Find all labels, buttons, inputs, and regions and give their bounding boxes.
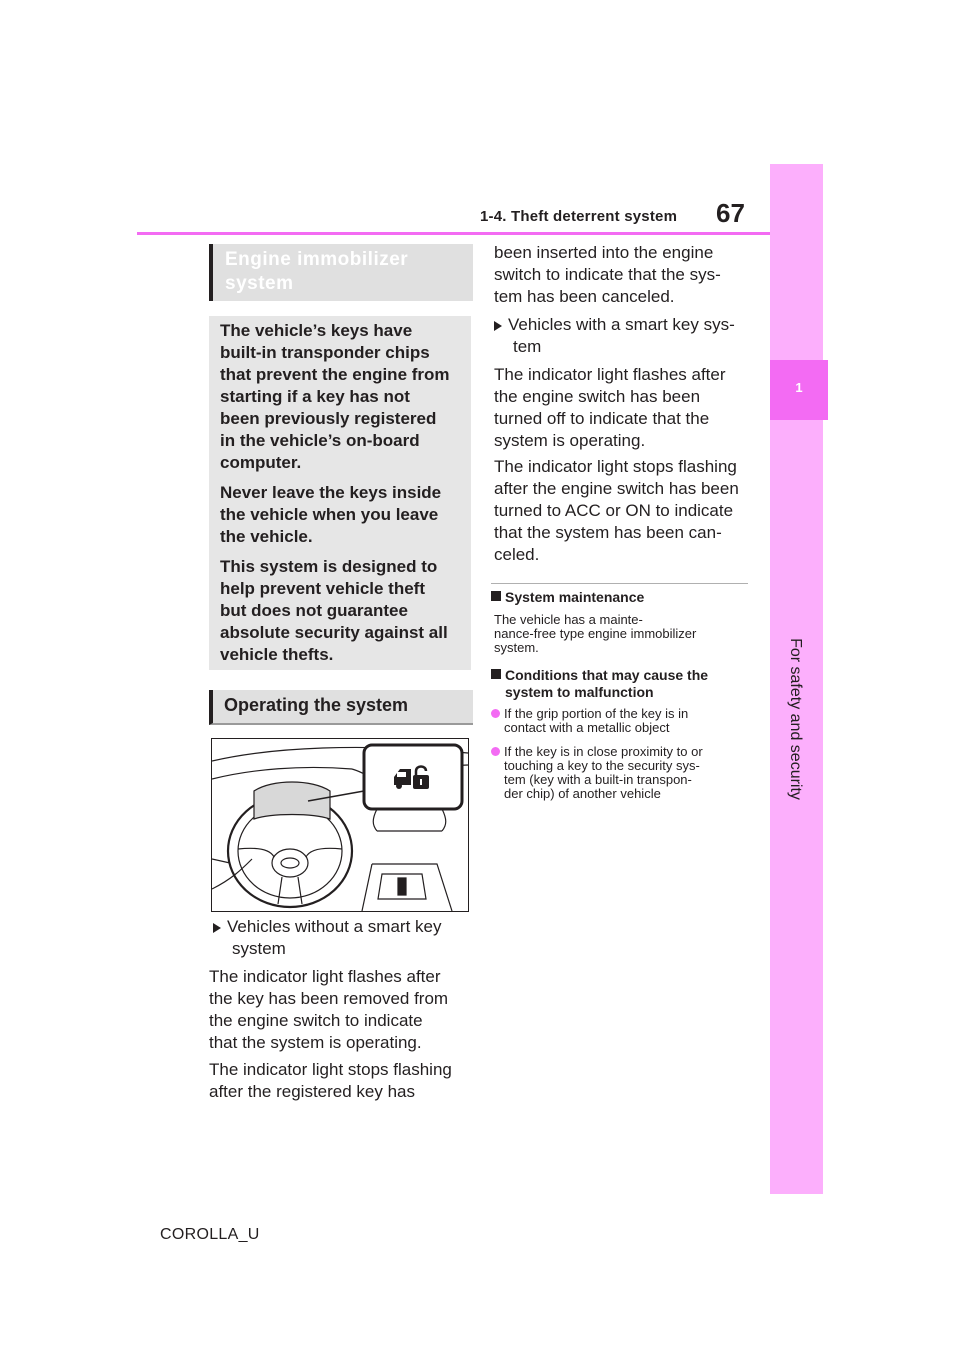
section-title: 1-4. Theft deterrent system	[480, 208, 678, 225]
footer-model-code: COROLLA_U	[160, 1226, 260, 1243]
square-bullet-icon	[491, 591, 501, 601]
text-line: system to malfunction	[505, 684, 654, 700]
immobilizer-heading-line2: system	[225, 273, 294, 294]
text-line: The indicator light flashes after	[209, 967, 441, 986]
text-line: the engine switch to indicate	[209, 1011, 423, 1030]
chapter-number: 1	[795, 380, 803, 395]
immobilizer-heading	[209, 244, 473, 301]
text-line: tem	[513, 337, 542, 356]
text-line: celed.	[494, 545, 540, 564]
text-line: that the system is operating.	[209, 1033, 422, 1052]
smart-key-paragraph-1	[494, 364, 726, 452]
no-smart-key-paragraph-2b	[494, 242, 721, 308]
text-line: The vehicle has a mainte-	[494, 612, 643, 627]
header-rule	[137, 232, 770, 235]
no-smart-key-paragraph-2a	[209, 1059, 452, 1103]
text-line: The vehicle’s keys have	[220, 321, 413, 340]
intro-paragraph-2	[220, 482, 468, 548]
triangle-bullet-icon	[494, 321, 502, 331]
text-line: the engine switch has been	[494, 387, 701, 406]
malfunction-item-2	[491, 745, 703, 801]
text-line: vehicle thefts.	[220, 645, 334, 664]
text-line: If the grip portion of the key is in	[504, 706, 689, 721]
text-line: starting if a key has not	[220, 387, 410, 406]
text-line: tem has been canceled.	[494, 287, 675, 306]
page-number: 67	[716, 198, 745, 228]
operating-heading-text: Operating the system	[224, 695, 409, 715]
text-line: der chip) of another vehicle	[504, 786, 661, 801]
bullet-smart-key	[494, 314, 735, 358]
text-line: that the system has been can-	[494, 523, 722, 542]
intro-paragraph-3	[220, 556, 468, 666]
maintenance-heading-text: System maintenance	[505, 589, 645, 605]
intro-box	[209, 316, 471, 670]
dashboard-illustration	[211, 738, 469, 912]
text-line: Vehicles with a smart key sys-	[508, 315, 735, 334]
chapter-title	[785, 600, 803, 840]
text-line: in the vehicle’s on-board	[220, 431, 420, 450]
text-line: tem (key with a built-in transpon-	[504, 772, 692, 787]
text-line: Conditions that may cause the	[505, 667, 709, 683]
circle-bullet-icon	[491, 709, 500, 718]
text-line: been previously registered	[220, 409, 437, 428]
operating-heading	[209, 690, 473, 725]
immobilizer-heading-line1: Engine immobilizer	[225, 249, 409, 270]
text-line: The indicator light flashes after	[494, 365, 726, 384]
text-line: the vehicle when you leave	[220, 505, 439, 524]
circle-bullet-icon	[491, 747, 500, 756]
square-bullet-icon	[491, 669, 501, 679]
malfunction-item-1	[491, 707, 688, 735]
text-line: after the registered key has	[209, 1082, 416, 1101]
text-line: turned to ACC or ON to indicate	[494, 501, 734, 520]
text-line: but does not guarantee	[220, 601, 408, 620]
text-line: system	[232, 939, 286, 958]
text-line: If the key is in close proximity to or	[504, 744, 703, 759]
malfunction-heading	[491, 667, 708, 701]
triangle-bullet-icon	[213, 923, 221, 933]
text-line: help prevent vehicle theft	[220, 579, 425, 598]
text-line: Never leave the keys inside	[220, 483, 442, 502]
text-line: computer.	[220, 453, 302, 472]
bullet-no-smart-key	[213, 916, 441, 960]
text-line: the vehicle.	[220, 527, 313, 546]
text-line: absolute security against all	[220, 623, 448, 642]
chapter-title-text: For safety and security	[787, 638, 804, 800]
text-line: system.	[494, 640, 539, 655]
text-line: the key has been removed from	[209, 989, 449, 1008]
text-line: built-in transponder chips	[220, 343, 430, 362]
text-line: after the engine switch has been	[494, 479, 739, 498]
text-line: This system is designed to	[220, 557, 438, 576]
text-line: contact with a metallic object	[504, 720, 670, 735]
text-line: The indicator light stops flashing	[494, 457, 737, 476]
text-line: turned off to indicate that the	[494, 409, 710, 428]
section-divider	[491, 583, 748, 584]
no-smart-key-paragraph-1	[209, 966, 448, 1054]
text-line: system is operating.	[494, 431, 646, 450]
smart-key-paragraph-2	[494, 456, 739, 566]
text-line: switch to indicate that the sys-	[494, 265, 721, 284]
text-line: that prevent the engine from	[220, 365, 450, 384]
text-line: The indicator light stops flashing	[209, 1060, 452, 1079]
text-line: Vehicles without a smart key	[227, 917, 442, 936]
text-line: nance-free type engine immobilizer	[494, 626, 697, 641]
intro-paragraph-1	[220, 320, 468, 474]
maintenance-text	[494, 613, 696, 655]
maintenance-heading	[491, 589, 644, 606]
text-line: touching a key to the security sys-	[504, 758, 700, 773]
text-line: been inserted into the engine	[494, 243, 714, 262]
security-indicator-icon	[391, 761, 435, 795]
